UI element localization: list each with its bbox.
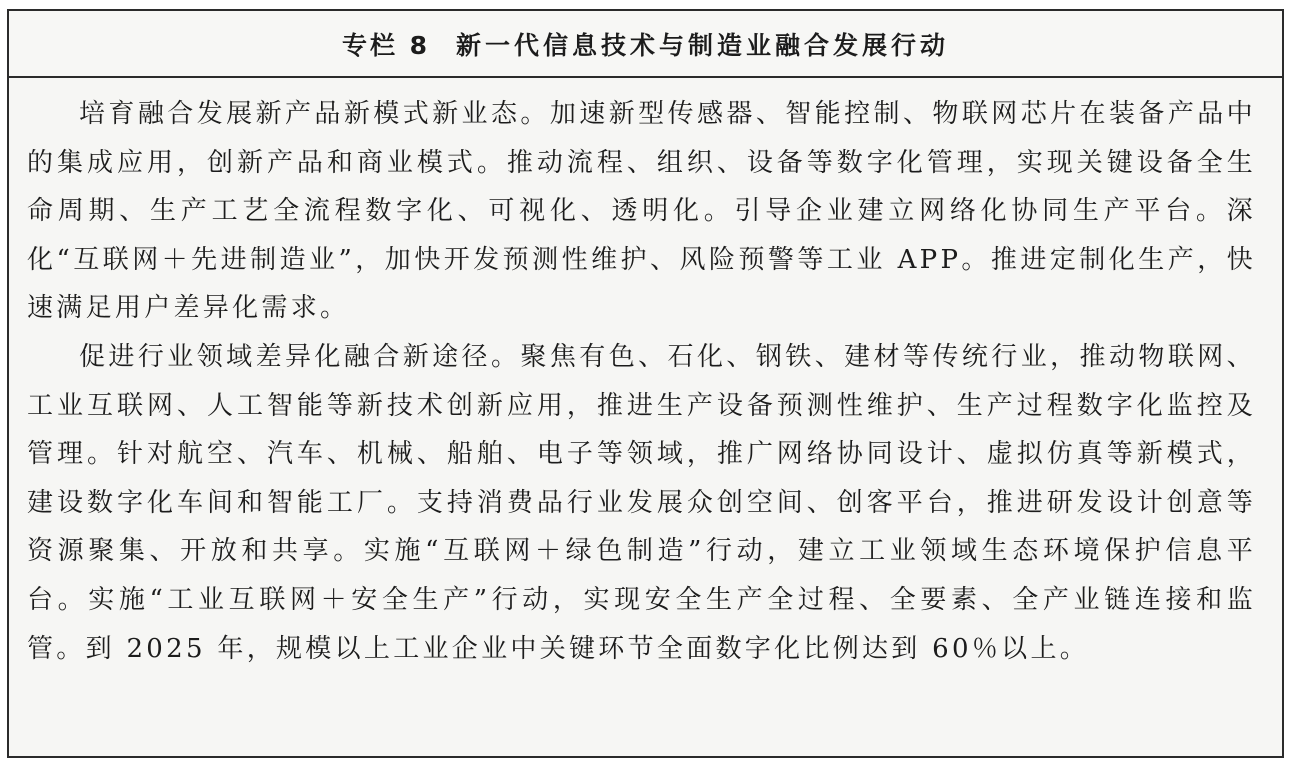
- column-title: 新一代信息技术与制造业融合发展行动: [456, 30, 950, 60]
- column-body: [9, 78, 1282, 673]
- paragraph-new-products: 培育融合发展新产品新模式新业态。加速新型传感器、智能控制、物联网芯片在装备产品中的集成应用，创新产品和商业模式。推动流程、组织、设备等数字化管理，实现关键设备全生命周期、生产工艺全流程数字化、可视化、透明化。引导企业建立网络化协同生产平台。深化“互联网＋先进制造业”，加快开发预测性维护、风险预警等工业 APP。推进定制化生产，快速满足用户差异化需求。: [27, 99, 1256, 324]
- column-box: [7, 9, 1284, 758]
- column-header: [9, 11, 1282, 78]
- paragraph-industry-paths: 促进行业领域差异化融合新途径。聚焦有色、石化、钢铁、建材等传统行业，推动物联网、工业互联网、人工智能等新技术创新应用，推进生产设备预测性维护、生产过程数字化监控及管理。针对航空、汽车、机械、船舶、电子等领域，推广网络协同设计、虚拟仿真等新模式，建设数字化车间和智能工厂。支持消费品行业发展众创空间、创客平台，推进研发设计创意等资源聚集、开放和共享。实施“互联网＋绿色制造”行动，建立工业领域生态环境保护信息平台。实施“工业互联网＋安全生产”行动，实现安全生产全过程、全要素、全产业链连接和监管。到 2025 年，规模以上工业企业中关键环节全面数字化比例达到 60％以上。: [27, 341, 1256, 664]
- column-label: 专栏 8: [341, 30, 431, 60]
